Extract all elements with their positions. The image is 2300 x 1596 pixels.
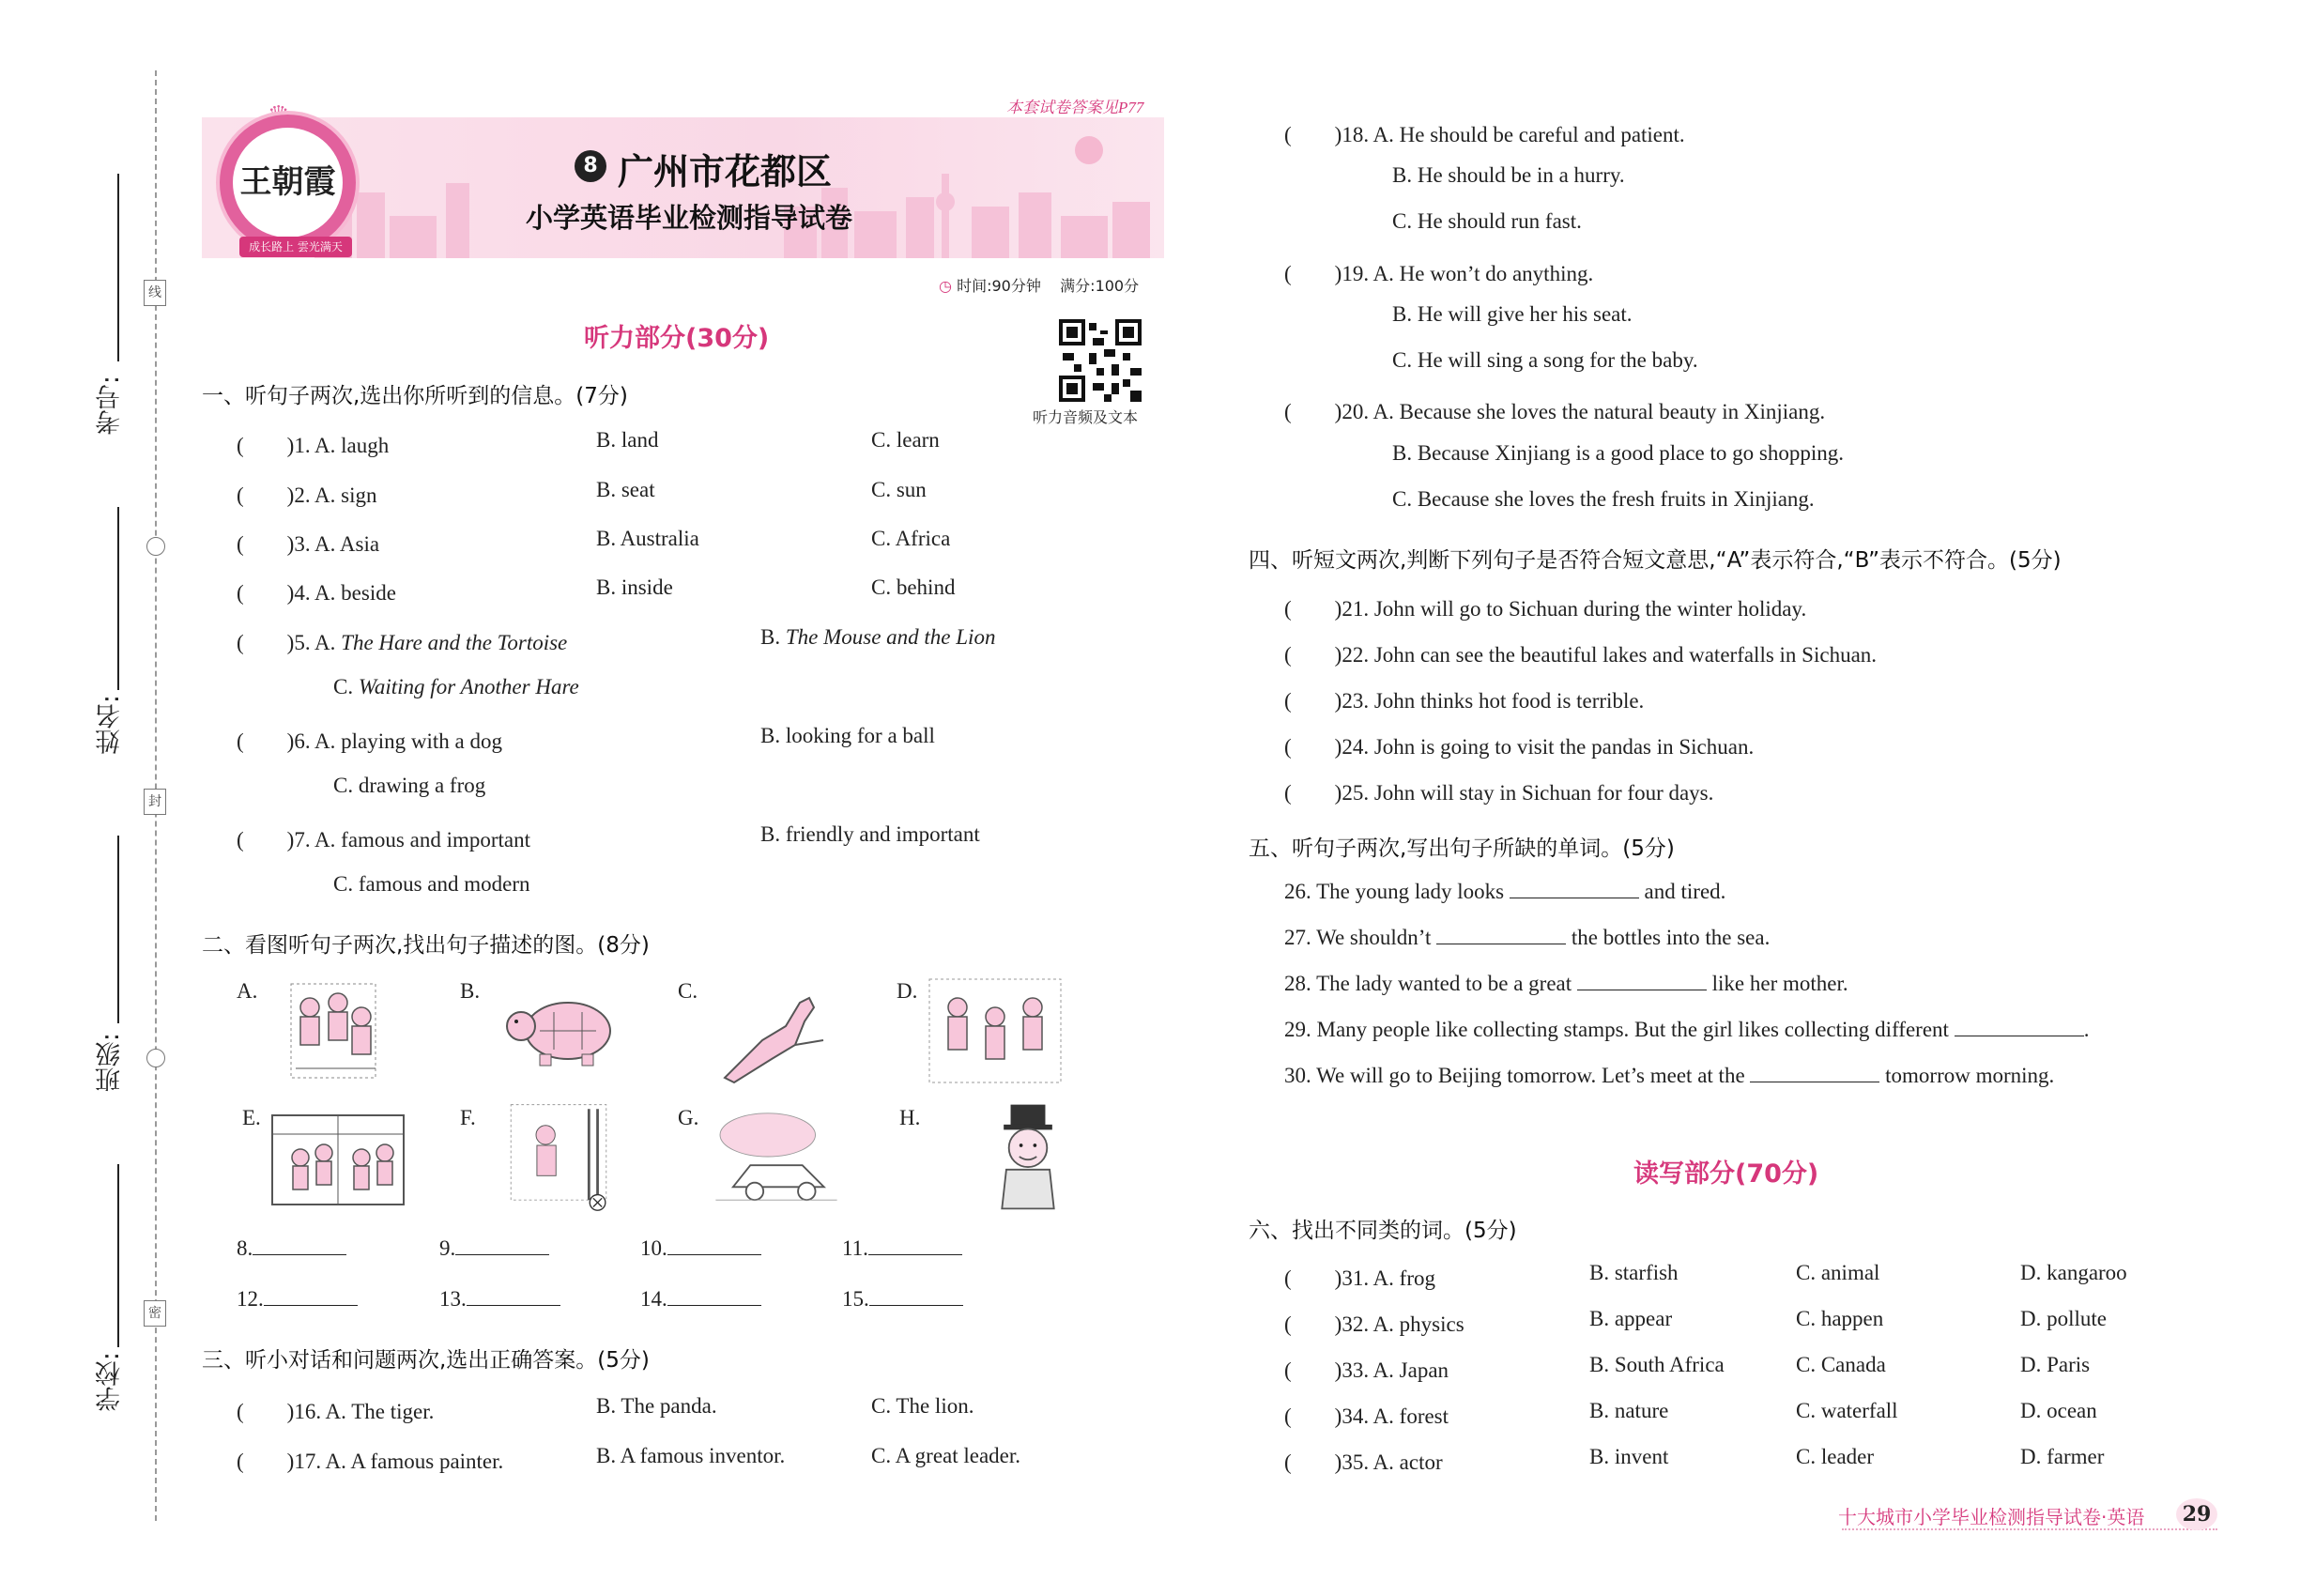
option-b: B. seat [596, 478, 655, 501]
answer-line[interactable] [1750, 1063, 1879, 1082]
question-18: ( )18. A. He should be careful and patient. [1284, 123, 1685, 146]
option-b: B. nature [1589, 1399, 1669, 1422]
question-30 [1284, 1063, 2054, 1088]
question-3: ( )3. A. Asia [237, 532, 380, 556]
answer-line[interactable] [253, 1235, 346, 1255]
blank-15[interactable] [842, 1286, 963, 1312]
question-2: ( )2. A. sign [237, 483, 377, 507]
option-c: C. The lion. [871, 1394, 974, 1418]
blank-number: 14. [640, 1287, 667, 1311]
bus-passengers-image [268, 1106, 408, 1219]
class-label: 班级: [96, 1033, 125, 1093]
option-c: Waiting for Another Hare [358, 675, 579, 698]
car-accident-image [706, 1100, 847, 1213]
exam-number-label: 考号: [96, 376, 125, 436]
question-1: ( )1. A. laugh [237, 434, 390, 457]
question-16: ( )16. A. The tiger. [237, 1400, 435, 1423]
blank-8[interactable] [237, 1235, 346, 1261]
answer-line[interactable] [455, 1235, 549, 1255]
option-c: C. happen [1796, 1307, 1884, 1330]
class-line [117, 836, 119, 1023]
option-a: The Hare and the Tortoise [341, 631, 568, 654]
option-c: C. waterfall [1796, 1399, 1898, 1422]
answer-line[interactable] [868, 1235, 962, 1255]
option-b: B. Australia [596, 527, 699, 550]
logo-text: 王朝霞 [239, 163, 336, 201]
part2-title: 二、看图听句子两次,找出句子描述的图。(8分) [202, 933, 650, 958]
sentence-start: 27. We shouldn’t [1284, 926, 1432, 949]
answer-line[interactable] [869, 1286, 963, 1306]
footer-divider [1842, 1528, 2217, 1530]
part1-title: 一、听句子两次,选出你所听到的信息。(7分) [202, 384, 628, 408]
sun-decoration [1075, 136, 1103, 164]
option-c: C. Africa [871, 527, 951, 550]
blank-13[interactable] [439, 1286, 560, 1312]
question-4: ( )4. A. beside [237, 581, 396, 605]
logo-ribbon: 成长路上 雲光满天 [239, 237, 352, 257]
option-c: C. Because she loves the fresh fruits in Xinjiang. [1392, 487, 1815, 511]
option-c: C. famous and modern [333, 872, 530, 896]
children-playing-image [263, 974, 404, 1087]
exam-number-line [117, 174, 119, 361]
option-d: D. ocean [2020, 1399, 2097, 1422]
question-5-option-c [333, 675, 579, 699]
tree-climbing-image [488, 1100, 629, 1213]
binding-hole-icon [146, 537, 165, 556]
exam-time: 时间:90分钟 [957, 277, 1041, 295]
question-26 [1284, 879, 1725, 904]
option-b: B. He should be in a hurry. [1392, 163, 1625, 187]
page-number: 29 [2176, 1498, 2217, 1530]
part5-title: 五、听句子两次,写出句子所缺的单词。(5分) [1249, 836, 1675, 861]
man-with-top-hat-image [958, 1100, 1098, 1213]
blank-number: 8. [237, 1236, 253, 1260]
option-b: B. looking for a ball [760, 724, 935, 747]
option-b: B. appear [1589, 1307, 1673, 1330]
school-label: 学校: [96, 1352, 125, 1412]
option-c: C. He should run fast. [1392, 209, 1582, 233]
name-label: 姓名: [96, 695, 125, 755]
option-d: D. pollute [2020, 1307, 2107, 1330]
question-5 [237, 625, 567, 656]
blank-number: 15. [842, 1287, 869, 1311]
reading-section-title: 读写部分(70分) [1633, 1159, 1819, 1189]
part6-title: 六、找出不同类的词。(5分) [1249, 1219, 1517, 1243]
kangaroo-image [706, 974, 847, 1087]
question-25: ( )25. John will stay in Sichuan for four days. [1284, 781, 1714, 805]
question-7: ( )7. A. famous and important [237, 828, 531, 852]
question-23: ( )23. John thinks hot food is terrible. [1284, 689, 1645, 713]
picture-label-b: B. [460, 979, 481, 1003]
binding-char-bot: 密 [144, 1300, 166, 1327]
sentence-end: like her mother. [1711, 972, 1848, 995]
picture-label-c: C. [678, 979, 698, 1003]
school-line [117, 1164, 119, 1347]
qr-code-image[interactable] [1059, 319, 1142, 402]
blank-9[interactable] [439, 1235, 549, 1261]
binding-hole-icon [146, 1049, 165, 1067]
paper-number-badge: 8 [575, 150, 606, 182]
sentence-start: 26. The young lady looks [1284, 880, 1505, 903]
market-scene-image [925, 974, 1066, 1087]
listening-section-title: 听力部分(30分) [584, 324, 770, 353]
qr-label: 听力音频及文本 [1033, 408, 1139, 426]
blank-14[interactable] [640, 1286, 761, 1312]
blank-12[interactable] [237, 1286, 358, 1312]
question-32: ( )32. A. physics [1284, 1312, 1464, 1336]
blank-11[interactable] [842, 1235, 962, 1261]
sentence-end: the bottles into the sea. [1571, 926, 1771, 949]
option-b: B. invent [1589, 1445, 1669, 1468]
part3-title: 三、听小对话和问题两次,选出正确答案。(5分) [202, 1348, 650, 1373]
sentence-end: tomorrow morning. [1885, 1064, 2055, 1087]
option-c: C. He will sing a song for the baby. [1392, 348, 1698, 372]
answer-line[interactable] [264, 1286, 358, 1306]
question-19: ( )19. A. He won’t do anything. [1284, 262, 1594, 285]
option-d: D. Paris [2020, 1353, 2091, 1376]
option-c: C. sun [871, 478, 927, 501]
option-c: C. animal [1796, 1261, 1880, 1284]
blank-number: 12. [237, 1287, 264, 1311]
paper-region-title: 广州市花都区 [618, 150, 833, 192]
name-line [117, 507, 119, 690]
turtle-image [488, 974, 629, 1087]
option-c: C. learn [871, 428, 940, 452]
blank-number: 11. [842, 1236, 868, 1260]
picture-label-e: E. [242, 1106, 261, 1129]
question-5-option-b [760, 625, 995, 650]
sentence-start: 28. The lady wanted to be a great [1284, 972, 1572, 995]
question-31: ( )31. A. frog [1284, 1266, 1435, 1290]
option-b: B. Because Xinjiang is a good place to go shopping. [1392, 441, 1845, 465]
exam-score: 满分:100分 [1060, 277, 1140, 295]
part4-title: 四、听短文两次,判断下列句子是否符合短文意思,“A”表示符合,“B”表示不符合。(5分) [1249, 548, 2062, 573]
paper-subtitle: 小学英语毕业检测指导试卷 [526, 202, 853, 234]
option-d: D. kangaroo [2020, 1261, 2127, 1284]
question-28 [1284, 971, 1848, 996]
option-c: C. A great leader. [871, 1444, 1021, 1467]
picture-label-f: F. [460, 1106, 476, 1129]
question-6: ( )6. A. playing with a dog [237, 729, 502, 753]
blank-number: 13. [439, 1287, 467, 1311]
option-c: C. leader [1796, 1445, 1875, 1468]
exam-info [939, 274, 1139, 296]
option-b: The Mouse and the Lion [785, 625, 996, 649]
option-d: D. farmer [2020, 1445, 2105, 1468]
picture-label-a: A. [237, 979, 258, 1003]
answer-reference: 本套试卷答案见P77 [1006, 99, 1144, 116]
answer-line[interactable] [667, 1235, 761, 1255]
picture-label-h: H. [899, 1106, 921, 1129]
question-21: ( )21. John will go to Sichuan during the winter holiday. [1284, 597, 1807, 621]
question-29 [1284, 1017, 2089, 1042]
answer-line[interactable] [1436, 925, 1566, 944]
question-22: ( )22. John can see the beautiful lakes and waterfalls in Sichuan. [1284, 643, 1878, 667]
question-24: ( )24. John is going to visit the pandas in Sichuan. [1284, 735, 1755, 759]
question-5-number: ( )5. A. [237, 631, 336, 654]
answer-line[interactable] [667, 1286, 761, 1306]
question-34: ( )34. A. forest [1284, 1404, 1449, 1428]
option-b-letter: B. [760, 625, 781, 649]
picture-label-g: G. [678, 1106, 699, 1129]
question-33: ( )33. A. Japan [1284, 1358, 1449, 1382]
answer-line[interactable] [1577, 971, 1707, 990]
option-b: B. inside [596, 575, 673, 599]
option-c: C. drawing a frog [333, 774, 486, 797]
blank-number: 9. [439, 1236, 456, 1260]
blank-10[interactable] [640, 1235, 761, 1261]
answer-line[interactable] [467, 1286, 560, 1306]
sentence-start: 30. We will go to Beijing tomorrow. Let’s meet at the [1284, 1064, 1745, 1087]
option-b: B. South Africa [1589, 1353, 1725, 1376]
option-c-letter: C. [333, 675, 354, 698]
clock-icon: ◷ [939, 277, 952, 295]
option-b: B. He will give her his seat. [1392, 302, 1633, 326]
answer-line[interactable] [1510, 879, 1639, 898]
option-b: B. land [596, 428, 659, 452]
question-27 [1284, 925, 1770, 950]
sentence-end: and tired. [1644, 880, 1726, 903]
question-20: ( )20. A. Because she loves the natural beauty in Xinjiang. [1284, 400, 1826, 423]
binding-char-mid: 封 [144, 789, 166, 815]
question-17: ( )17. A. A famous painter. [237, 1450, 504, 1473]
picture-label-d: D. [897, 979, 918, 1003]
option-b: B. A famous inventor. [596, 1444, 786, 1467]
sentence-start: 29. Many people like collecting stamps. But the girl likes collecting different [1284, 1018, 1949, 1041]
footer-series: 十大城市小学毕业检测指导试卷·英语 [1838, 1506, 2145, 1528]
binding-char-top: 线 [144, 280, 166, 306]
option-c: C. Canada [1796, 1353, 1886, 1376]
sentence-end: . [2083, 1018, 2090, 1041]
option-b: B. The panda. [596, 1394, 717, 1418]
option-b: B. friendly and important [760, 822, 980, 846]
question-35: ( )35. A. actor [1284, 1450, 1443, 1474]
blank-number: 10. [640, 1236, 667, 1260]
option-c: C. behind [871, 575, 956, 599]
option-b: B. starfish [1589, 1261, 1679, 1284]
logo-badge [216, 111, 360, 254]
answer-line[interactable] [1955, 1017, 2084, 1036]
